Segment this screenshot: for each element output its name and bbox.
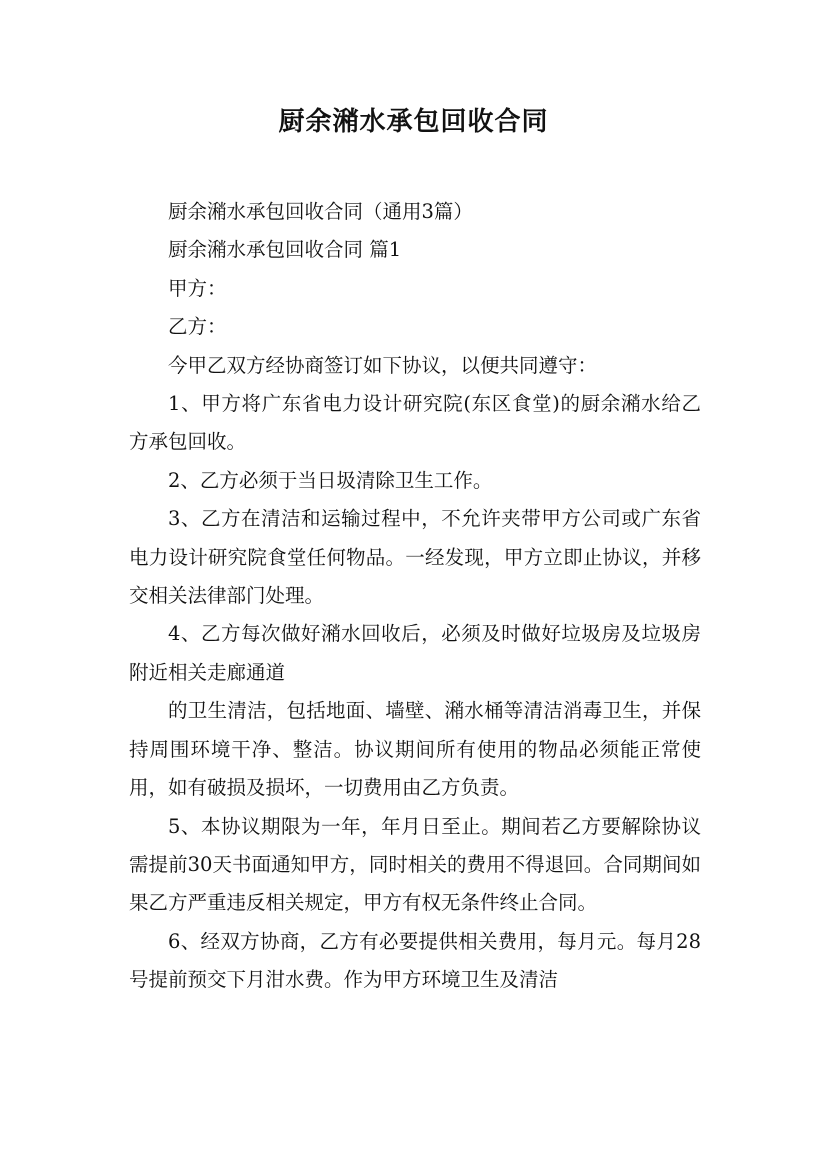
paragraph-clause-1: 1、甲方将广东省电力设计研究院(东区食堂)的厨余潲水给乙方承包回收。: [129, 392, 701, 454]
paragraph-clause-3: 3、乙方在清洁和运输过程中，不允许夹带甲方公司或广东省电力设计研究院食堂任何物品。一经发现，甲方立即止协议，并移交相关法律部门处理。: [129, 507, 701, 608]
paragraph-clause-6: 6、经双方协商，乙方有必要提供相关费用，每月元。每月28号提前预交下月泔水费。作为甲方环境卫生及清洁: [129, 929, 701, 992]
paragraph-party-b: 乙方：: [168, 315, 227, 339]
paragraph-clause-5: 5、本协议期限为一年，年月日至止。期间若乙方要解除协议需提前30天书面通知甲方，同时相关的费用不得退回。合同期间如果乙方严重违反相关规定，甲方有权无条件终止合同。: [129, 814, 701, 915]
document-body: [129, 193, 701, 1000]
paragraph-clause-4: 4、乙方每次做好潲水回收后，必须及时做好垃圾房及垃圾房附近相关走廊通道: [129, 622, 701, 684]
paragraph-heading-part-1: 厨余潲水承包回收合同 篇1: [168, 238, 402, 262]
paragraph-clause-2: 2、乙方必须于当日圾清除卫生工作。: [168, 468, 493, 492]
paragraph-party-a: 甲方：: [168, 276, 227, 300]
document-title: 厨余潲水承包回收合同: [278, 107, 549, 137]
paragraph-intro: 今甲乙双方经协商签订如下协议，以便共同遵守：: [168, 353, 598, 377]
paragraph-clause-4-continued: 的卫生清洁，包括地面、墙壁、潲水桶等清洁消毒卫生，并保持周围环境干净、整洁。协议期间所有使用的物品必须能正常使用，如有破损及损坏，一切费用由乙方负责。: [129, 699, 701, 800]
paragraph-heading-collection: 厨余潲水承包回收合同（通用3篇）: [168, 200, 473, 223]
